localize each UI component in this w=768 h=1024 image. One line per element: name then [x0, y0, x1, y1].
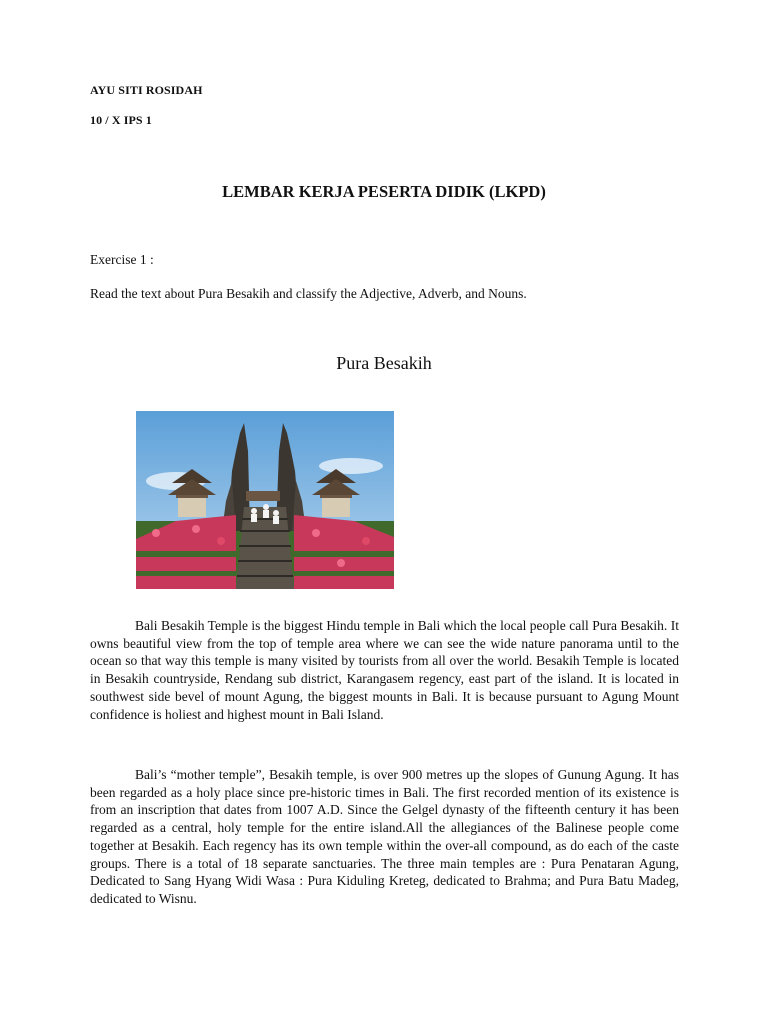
document-title: LEMBAR KERJA PESERTA DIDIK (LKPD) [222, 182, 546, 201]
exercise-instruction: Read the text about Pura Besakih and classify the Adjective, Adverb, and Nouns. [90, 286, 527, 301]
exercise-label: Exercise 1 : [90, 252, 154, 267]
article-title: Pura Besakih [336, 353, 432, 373]
temple-photo [136, 411, 394, 589]
article-paragraph-2: Bali’s “mother temple”, Besakih temple, is over 900 metres up the slopes of Gunung Agung. It has been regarded as a holy place since pre-historic times in Bali. The first recorded mention of its existence is from an inscription that dates from 1007 A.D. Since the Gelgel dynasty of the fifteenth century it has been regarded as a central, holy temple for the entire island.All the allegiances of the Balinese people come together at Besakih. Each regency has its own temple within the over-all compound, as do each of the caste groups. There is a total of 18 separate sanctuaries. The three main temples are : Pura Penataran Agung, Dedicated to Sang Hyang Widi Wasa : Pura Kiduling Kreteg, dedicated to Brahma; and Pura Batu Madeg, dedicated to Wisnu. [90, 767, 679, 906]
article-paragraph-1: Bali Besakih Temple is the biggest Hindu temple in Bali which the local people call Pura Besakih. It owns beautiful view from the top of temple area where we can see the wide nature panorama until to the ocean so that way this temple is many visited by tourists from all over the world. Besakih Temple is located in Besakih countryside, Rendang sub district, Karangasem regency, east part of the island. It is located in southwest side bevel of mount Agung, the biggest mounts in Bali. It is because pursuant to Agung Mount confidence is holiest and highest mount in Bali Island. [90, 618, 679, 722]
student-name: AYU SITI ROSIDAH [90, 83, 203, 97]
student-class: 10 / X IPS 1 [90, 113, 152, 127]
